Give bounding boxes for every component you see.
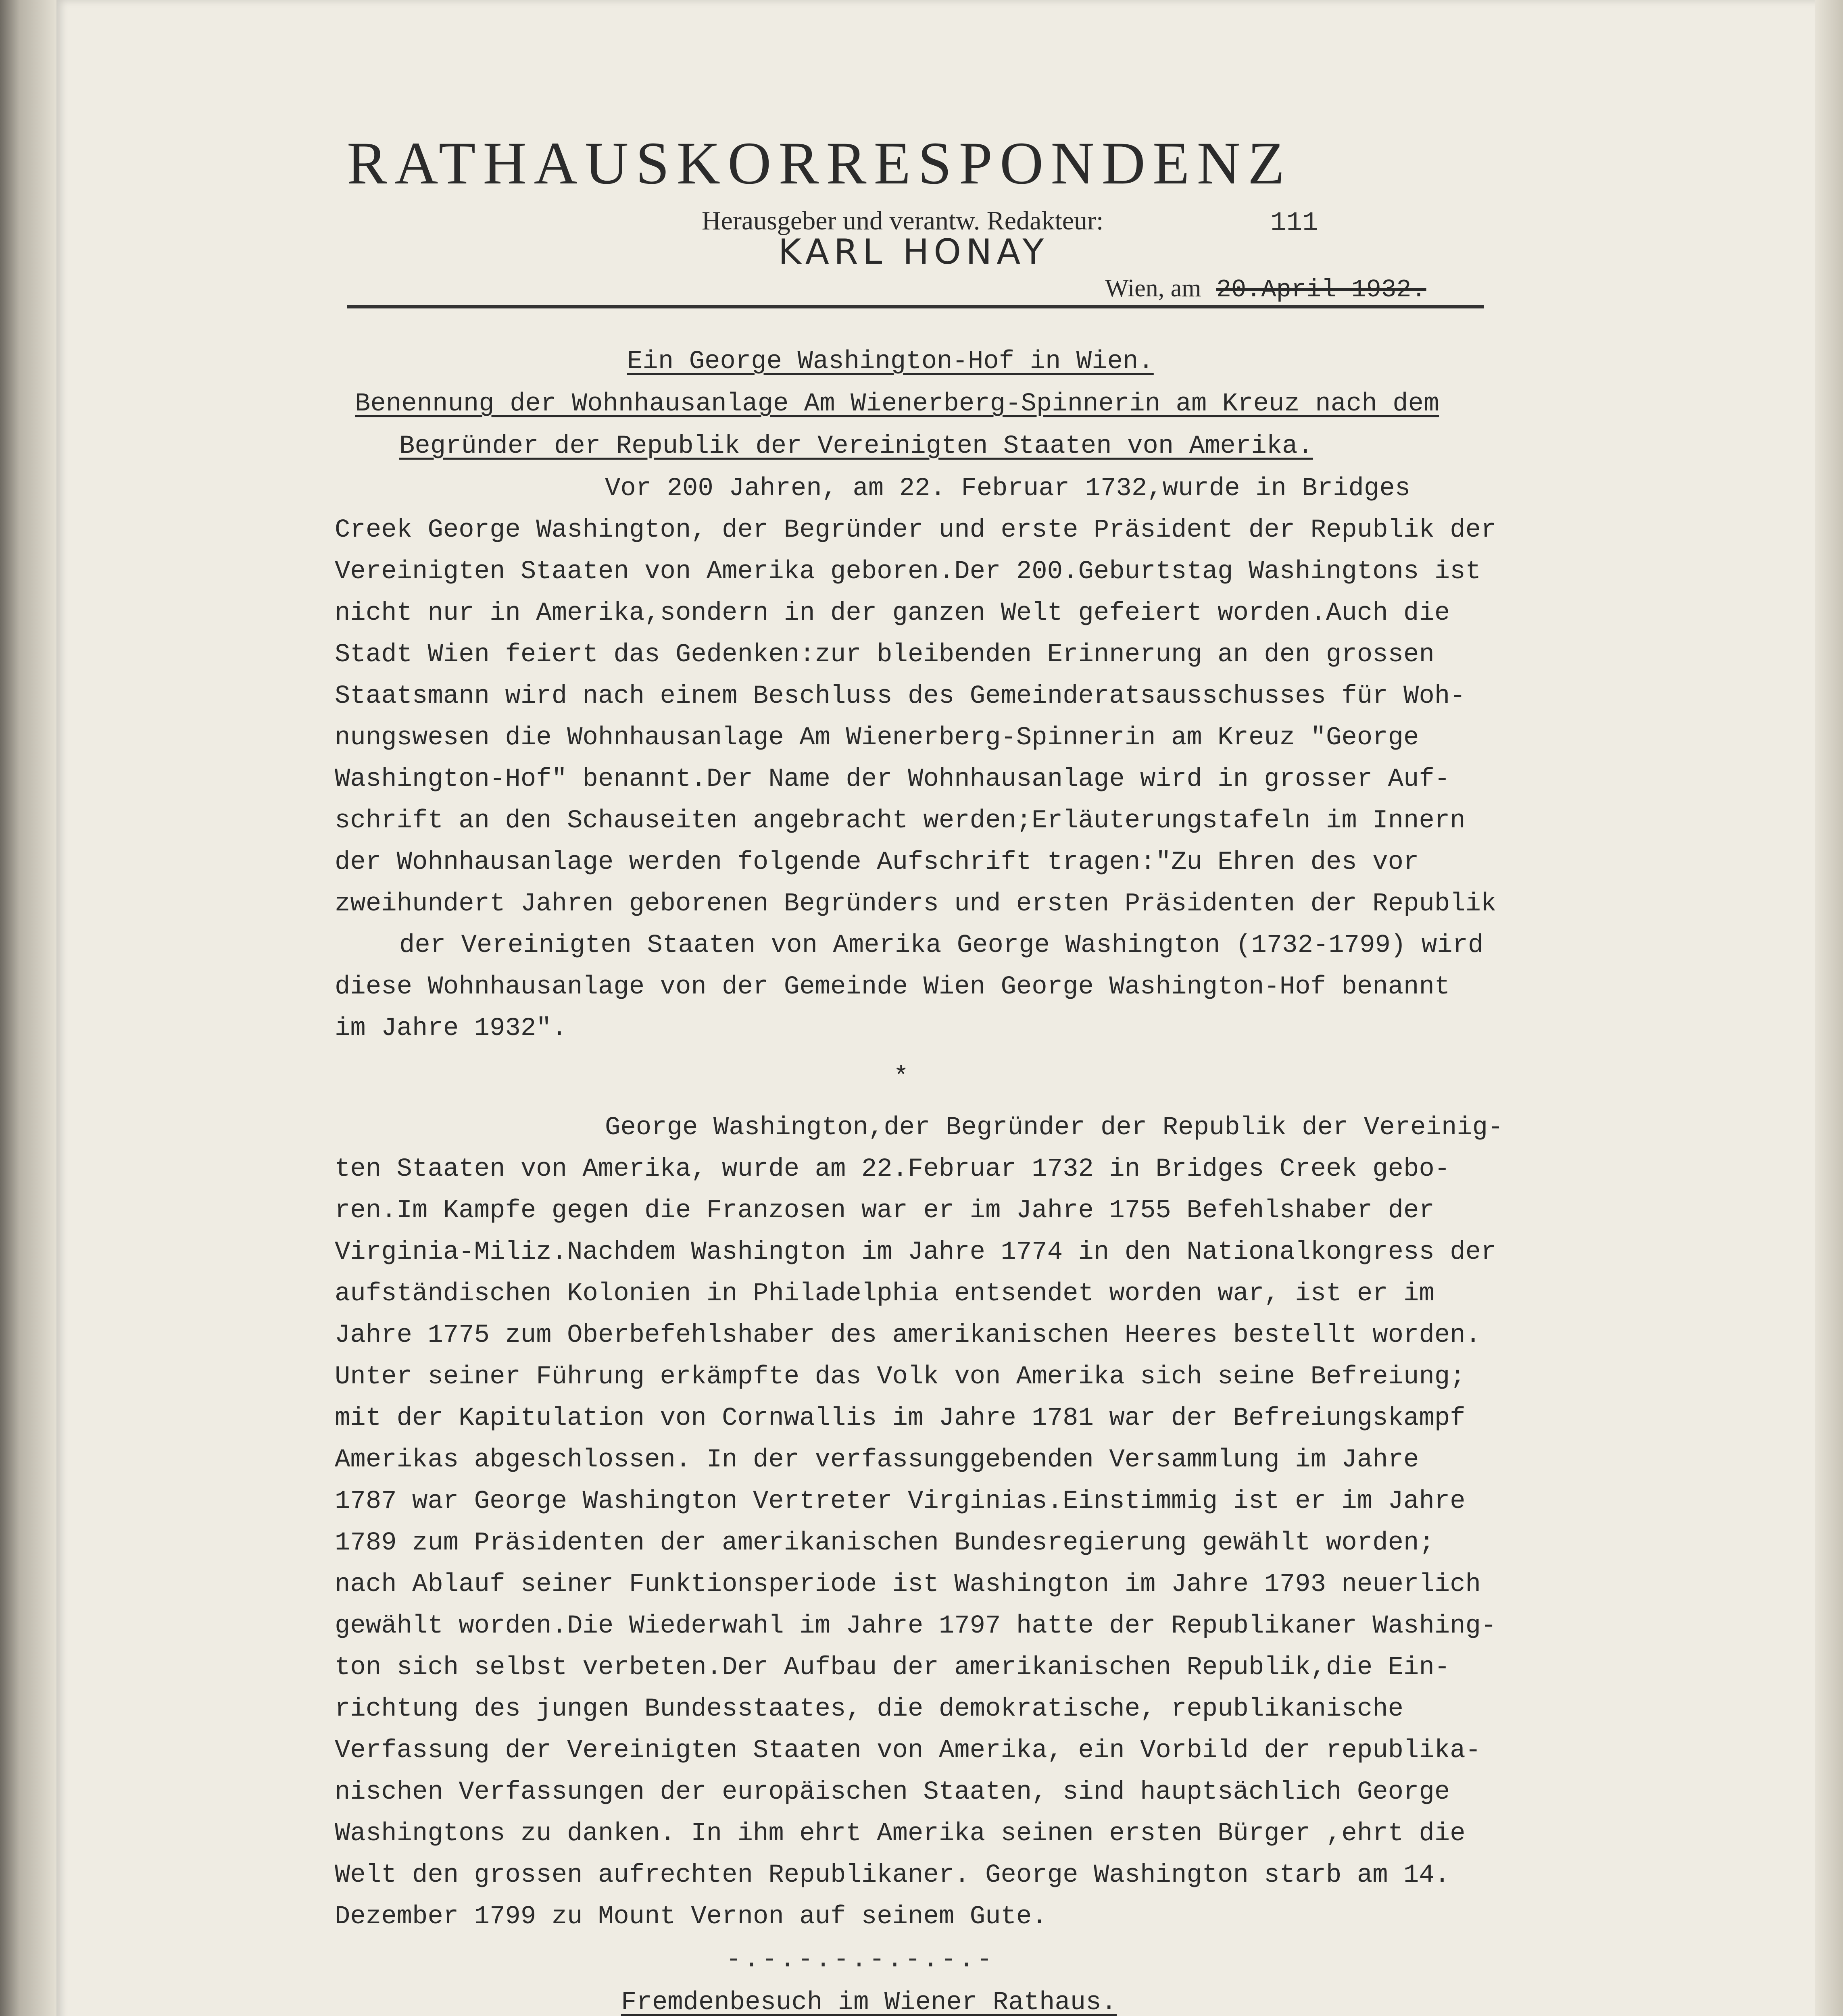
article2-line: gewählt worden.Die Wiederwahl im Jahre 1797 hatte der Republikaner Washing- (335, 1612, 1497, 1641)
masthead-title: RATHAUSKORRESPONDENZ (347, 130, 1292, 197)
header-rule (347, 305, 1484, 308)
article1-line: schrift an den Schauseiten angebracht werden;Erläuterungstafeln im Innern (335, 806, 1466, 835)
article1-line: Stadt Wien feiert das Gedenken:zur bleibenden Erinnerung an den grossen (335, 640, 1434, 669)
article1-line: Vereinigten Staaten von Amerika geboren.Der 200.Geburtstag Washingtons ist (335, 557, 1481, 586)
article2-line: Washingtons zu danken. In ihm ehrt Amerika seinen ersten Bürger ,ehrt die (335, 1819, 1466, 1848)
book-binding (0, 0, 56, 2016)
article1-subtitle-1: Benennung der Wohnhausanlage Am Wienerberg-Spinnerin am Kreuz nach dem (355, 389, 1439, 419)
article3-title: Fremdenbesuch im Wiener Rathaus. (621, 1988, 1117, 2016)
article2-line: mit der Kapitulation von Cornwallis im Jahre 1781 war der Befreiungskampf (335, 1404, 1466, 1433)
article2-line: George Washington,der Begründer der Republik der Vereinig- (605, 1113, 1503, 1142)
asterisk-divider: * (893, 1063, 909, 1092)
article2-line: ren.Im Kampfe gegen die Franzosen war er im Jahre 1755 Befehlshaber der (335, 1196, 1434, 1225)
article1-line: der Wohnhausanlage werden folgende Aufschrift tragen:"Zu Ehren des vor (335, 848, 1419, 877)
article1-line: im Jahre 1932". (335, 1014, 567, 1043)
article2-line: Amerikas abgeschlossen. In der verfassunggebenden Versammlung im Jahre (335, 1445, 1419, 1475)
article2-line: 1789 zum Präsidenten der amerikanischen Bundesregierung gewählt worden; (335, 1529, 1434, 1558)
article1-line: nungswesen die Wohnhausanlage Am Wienerberg-Spinnerin am Kreuz "George (335, 723, 1419, 752)
dateline (1105, 274, 1426, 304)
article1-title: Ein George Washington-Hof in Wien. (627, 347, 1154, 376)
article2-line: Welt den grossen aufrechten Republikaner. George Washington starb am 14. (335, 1861, 1450, 1890)
article2-separator: -.-.-.-.-.-.-.- (726, 1945, 995, 1974)
article2-line: ten Staaten von Amerika, wurde am 22.Februar 1732 in Bridges Creek gebo- (335, 1155, 1450, 1184)
article2-line: nach Ablauf seiner Funktionsperiode ist Washington im Jahre 1793 neuerlich (335, 1570, 1481, 1599)
article2-line: Unter seiner Führung erkämpfte das Volk von Amerika sich seine Befreiung; (335, 1362, 1466, 1391)
article2-line: Virginia-Miliz.Nachdem Washington im Jahre 1774 in den Nationalkongress der (335, 1238, 1497, 1267)
article1-line: Creek George Washington, der Begründer und erste Präsident der Republik der (335, 516, 1497, 545)
article2-line: aufständischen Kolonien in Philadelphia entsendet worden war, ist er im (335, 1279, 1434, 1308)
article2-line: Dezember 1799 zu Mount Vernon auf seinem Gute. (335, 1902, 1047, 1931)
article1-line: Washington-Hof" benannt.Der Name der Wohnhausanlage wird in grosser Auf- (335, 765, 1450, 794)
publisher-label: Herausgeber und verantw. Redakteur: (702, 206, 1104, 235)
article1-line: nicht nur in Amerika,sondern in der ganzen Welt gefeiert worden.Auch die (335, 599, 1450, 628)
article2-line: ton sich selbst verbeten.Der Aufbau der amerikanischen Republik,die Ein- (335, 1653, 1450, 1682)
article1-subtitle-2: Begründer der Republik der Vereinigten Staaten von Amerika. (399, 432, 1313, 461)
article1-line: Staatsmann wird nach einem Beschluss des Gemeinderatsausschusses für Woh- (335, 682, 1466, 711)
article2-line: Jahre 1775 zum Oberbefehlshaber des amerikanischen Heeres bestellt worden. (335, 1321, 1481, 1350)
article2-line: richtung des jungen Bundesstaates, die demokratische, republikanische (335, 1695, 1404, 1724)
date-label: Wien, am (1105, 275, 1201, 302)
article2-line: nischen Verfassungen der europäischen Staaten, sind hauptsächlich George (335, 1778, 1450, 1807)
editor-name: KARL HONAY (778, 232, 1049, 272)
date-value: 20.April 1932. (1216, 275, 1426, 304)
article2-line: 1787 war George Washington Vertreter Virginias.Einstimmig ist er im Jahre (335, 1487, 1466, 1516)
page-number: 111 (1270, 208, 1318, 238)
article2-line: Verfassung der Vereinigten Staaten von Amerika, ein Vorbild der republika- (335, 1736, 1481, 1765)
page-edge (1815, 0, 1843, 2016)
article1-line: Vor 200 Jahren, am 22. Februar 1732,wurde in Bridges (605, 474, 1411, 503)
article1-line: der Vereinigten Staaten von Amerika George Washington (1732-1799) wird (399, 931, 1484, 960)
article1-line: diese Wohnhausanlage von der Gemeinde Wien George Washington-Hof benannt (335, 973, 1450, 1002)
article1-line: zweihundert Jahren geborenen Begründers und ersten Präsidenten der Republik (335, 889, 1497, 918)
